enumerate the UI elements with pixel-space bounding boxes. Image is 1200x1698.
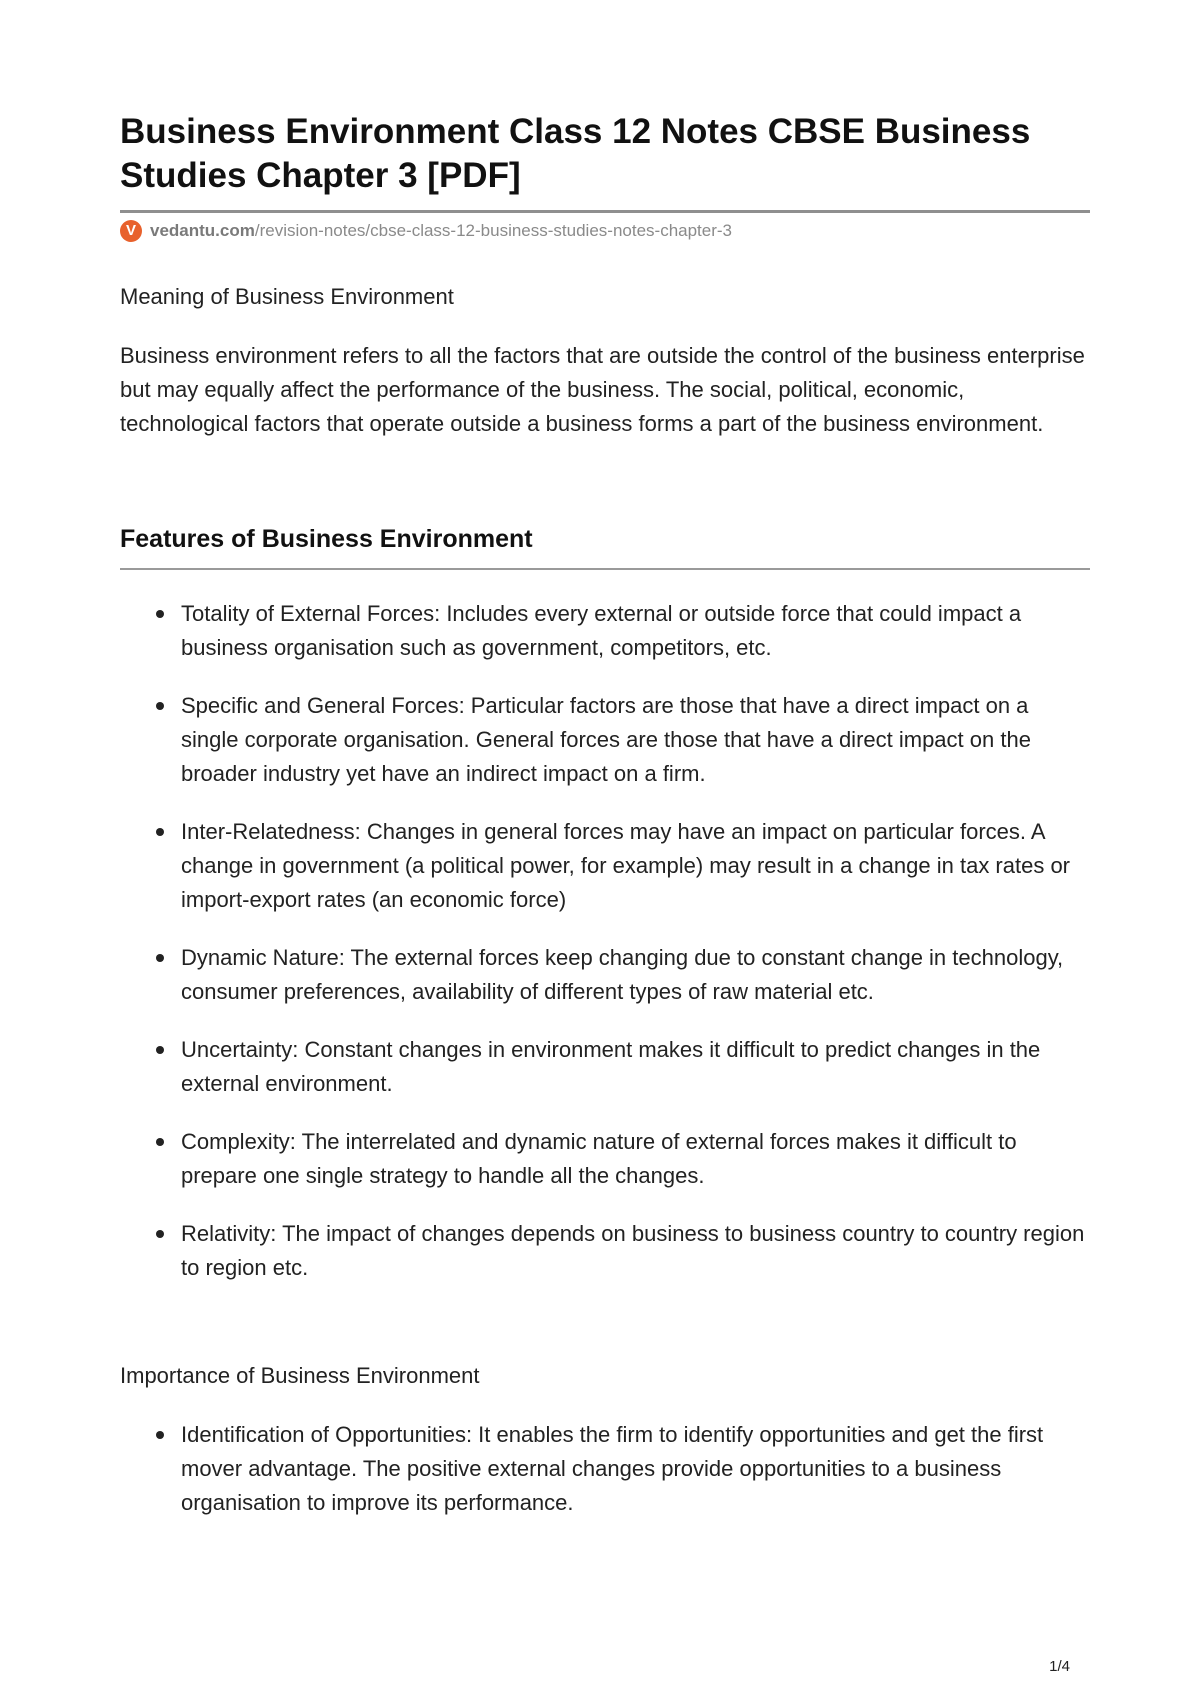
list-item xyxy=(120,941,1090,1009)
meaning-paragraph: Business environment refers to all the factors that are outside the control of the business enterprise but may equally affect the performance of the business. The social, political, economic, technological factors that operate outside a business forms a part of the business environment. xyxy=(120,343,1085,436)
importance-text: Identification of Opportunities: It enables the firm to identify opportunities and get the first mover advantage. The positive external changes provide opportunities to a business organisation to improve its performance. xyxy=(181,1422,1044,1515)
bullet-icon xyxy=(156,610,164,618)
bullet-icon xyxy=(156,1230,164,1238)
page-number: 1/4 xyxy=(1049,1658,1070,1675)
list-item xyxy=(120,1418,1090,1520)
vedantu-favicon-icon: V xyxy=(120,220,142,242)
document-title: Business Environment Class 12 Notes CBSE Business Studies Chapter 3 [PDF] xyxy=(120,112,1031,195)
bullet-icon xyxy=(156,954,164,962)
meaning-label: Meaning of Business Environment xyxy=(120,284,454,309)
bullet-icon xyxy=(156,1431,164,1439)
bullet-icon xyxy=(156,1046,164,1054)
features-heading: Features of Business Environment xyxy=(120,525,533,553)
feature-text: Relativity: The impact of changes depends on business to business country to country region to region etc. xyxy=(181,1221,1085,1280)
list-item xyxy=(120,815,1090,917)
source-url[interactable] xyxy=(120,220,1090,242)
features-divider xyxy=(120,568,1090,570)
feature-text: Complexity: The interrelated and dynamic nature of external forces makes it difficult to prepare one single strategy to handle all the changes. xyxy=(181,1129,1017,1188)
bullet-icon xyxy=(156,702,164,710)
importance-label: Importance of Business Environment xyxy=(120,1363,480,1388)
source-path[interactable]: /revision-notes/cbse-class-12-business-studies-notes-chapter-3 xyxy=(254,221,733,240)
list-item xyxy=(120,1217,1090,1285)
feature-text: Uncertainty: Constant changes in environment makes it difficult to predict changes in the external environment. xyxy=(181,1037,1041,1096)
list-item xyxy=(120,1125,1090,1193)
title-divider xyxy=(120,210,1090,213)
feature-text: Inter-Relatedness: Changes in general forces may have an impact on particular forces. A change in government (a political power, for example) may result in a change in tax rates or import-export rates (an economic force) xyxy=(181,819,1071,912)
list-item xyxy=(120,689,1090,791)
list-item xyxy=(120,1033,1090,1101)
source-domain[interactable]: vedantu.com xyxy=(150,221,255,240)
bullet-icon xyxy=(156,828,164,836)
feature-text: Totality of External Forces: Includes every external or outside force that could impact a business organisation such as government, competitors, etc. xyxy=(181,601,1022,660)
features-list xyxy=(120,597,1090,1285)
list-item xyxy=(120,597,1090,665)
document-page xyxy=(120,110,1090,1544)
bullet-icon xyxy=(156,1138,164,1146)
feature-text: Specific and General Forces: Particular factors are those that have a direct impact on a single corporate organisation. General forces are those that have a direct impact on the broader industry yet have an indirect impact on a firm. xyxy=(181,693,1031,786)
importance-list xyxy=(120,1418,1090,1520)
feature-text: Dynamic Nature: The external forces keep changing due to constant change in technology, consumer preferences, availability of different types of raw material etc. xyxy=(181,945,1064,1004)
